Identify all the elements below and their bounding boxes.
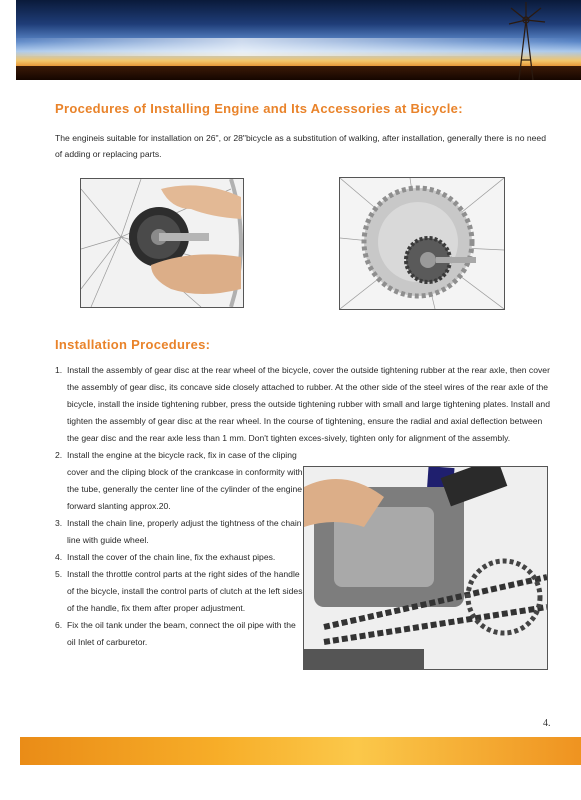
section-title-installing: Procedures of Installing Engine and Its Accessories at Bicycle:	[55, 101, 463, 116]
step-item	[55, 515, 305, 549]
step-item	[55, 447, 305, 515]
step-text: Fix the oil tank under the beam, connect the oil pipe with the oil Inlet of carburetor.	[67, 620, 296, 647]
photo-rear-sprocket	[339, 177, 505, 310]
photo-engine-mounted	[303, 466, 548, 670]
step-text: Install the engine at the bicycle rack, fix in case of the cliping cover and the cliping block of the crankcase in conformity with the tube, generally the center line of the cylinder of the engine forward slanting approx.20.	[67, 450, 303, 511]
footer-bar	[20, 737, 581, 765]
step-number: 2.	[55, 450, 63, 460]
step-text: Install the throttle control parts at the right sides of the handle of the bicycle, install the control parts of clutch at the left sides of the handle, fix them after proper adjustment.	[67, 569, 303, 613]
page-number: 4.	[543, 718, 551, 729]
step-item	[55, 362, 555, 447]
step-item	[55, 549, 305, 566]
header-banner	[16, 0, 581, 80]
step-item	[55, 566, 305, 617]
banner-horizon	[16, 66, 581, 80]
section-title-procedures: Installation Procedures:	[55, 337, 211, 352]
photo-gear-disc-installation	[80, 178, 244, 308]
windmill-icon	[501, 0, 551, 80]
step-number: 4.	[55, 552, 63, 562]
step-text: Install the cover of the chain line, fix the exhaust pipes.	[67, 552, 276, 562]
step-text: Install the chain line, properly adjust the tightness of the chain line with guide wheel.	[67, 518, 302, 545]
step-number: 6.	[55, 620, 63, 630]
banner-glow	[16, 38, 581, 56]
step-number: 1.	[55, 365, 63, 375]
step-number: 5.	[55, 569, 63, 579]
step-item	[55, 617, 305, 651]
intro-paragraph: The engineis suitable for installation on 26", or 28"bicycle as a substitution of walking, after installation, generally there is no need of adding or replacing parts.	[55, 133, 546, 159]
step-number: 3.	[55, 518, 63, 528]
step-text: Install the assembly of gear disc at the rear wheel of the bicycle, cover the outside tightening rubber at the rear axle, then cover the assembly of gear disc, its concave side closely attached to rubber. At the other side of the steel wires of the rear axle of the bicycle, install the inside tightening rubber, press the outside tightening rubber with small and large tightening plates. Install and tighten the assembly of gear disc at the rear wheel. In the course of tightening, ensure the radial and axial deflection between the gear disc and the rear axle less than 1 mm. Don't tighten exces-sively, tighten only for alignment of the assembly.	[67, 365, 550, 443]
